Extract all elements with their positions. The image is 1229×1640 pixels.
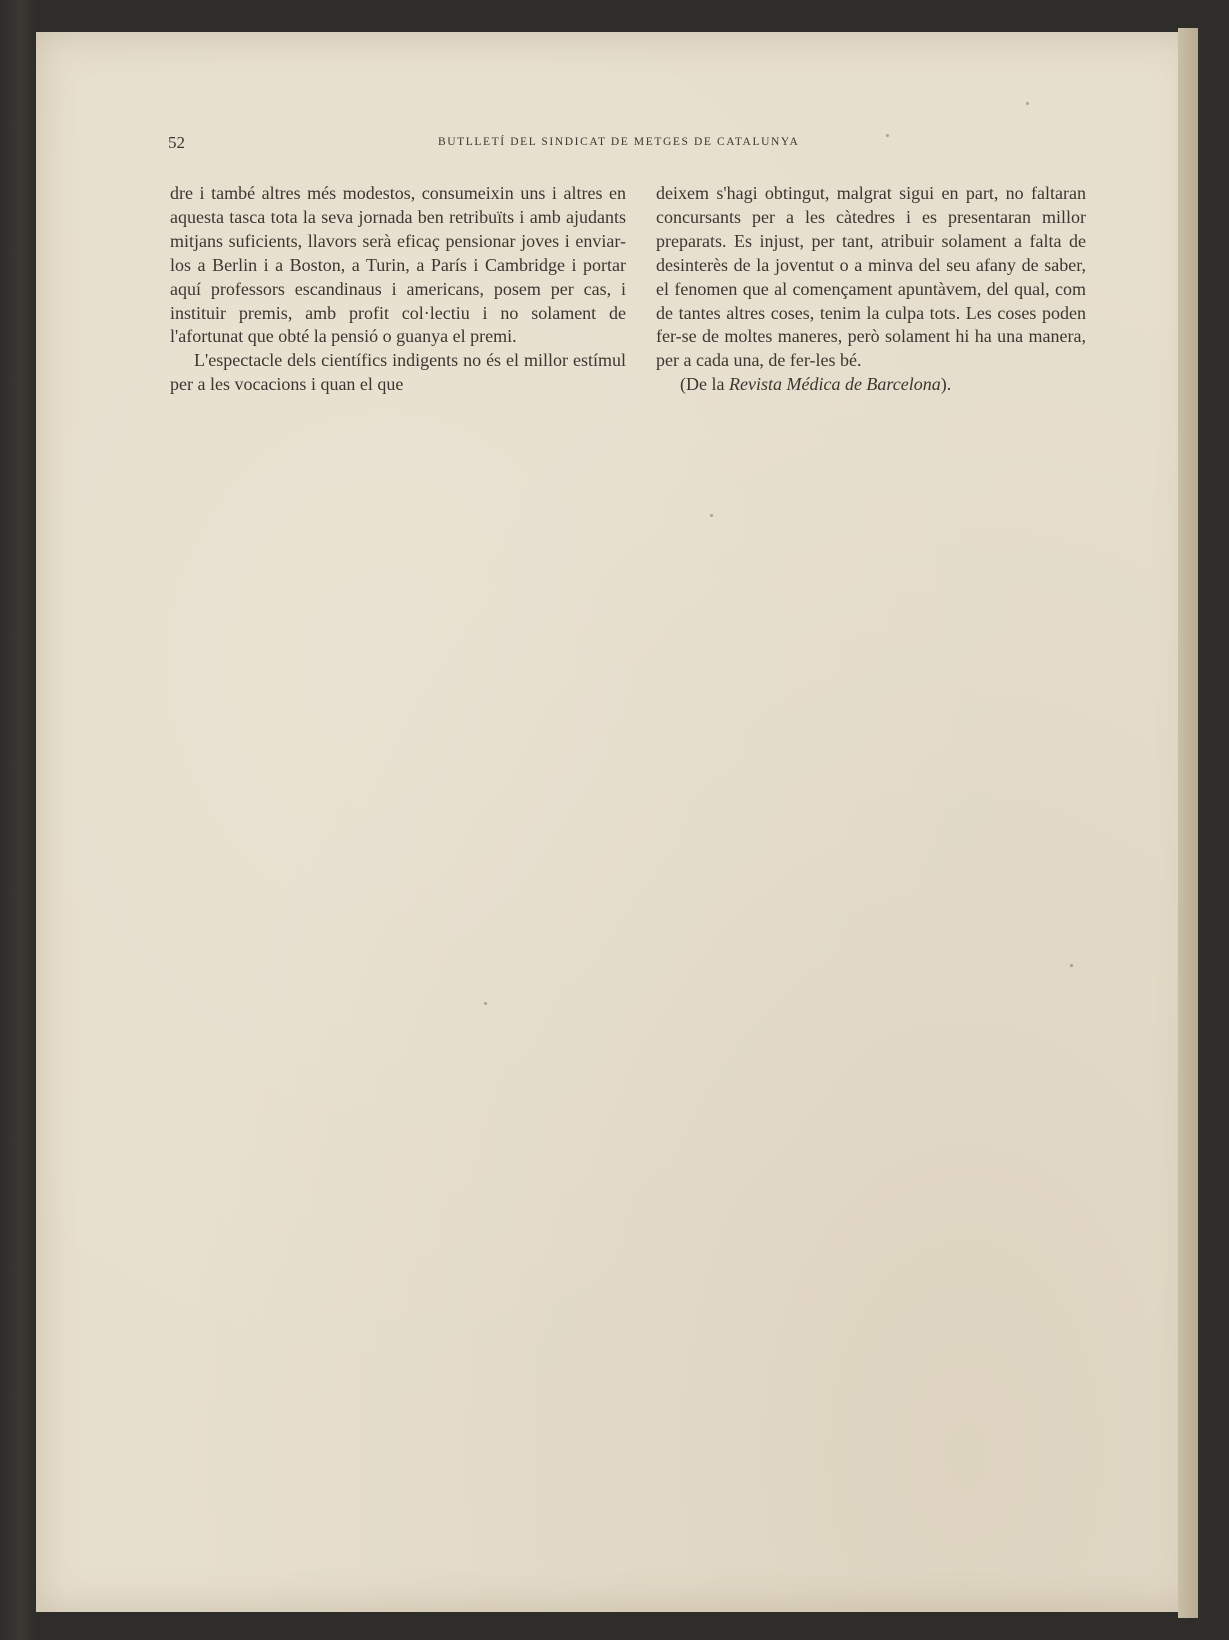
citation [656, 373, 1086, 397]
paper-speck [1026, 102, 1029, 105]
paper-speck [710, 514, 713, 517]
citation-open: (De la [680, 374, 729, 395]
page-edge [1178, 28, 1198, 1618]
running-title: BUTLLETÍ DEL SINDICAT DE METGES DE CATALUNYA [438, 136, 800, 148]
paper-speck [1070, 964, 1073, 967]
left-paragraph-2: L'espectacle dels científics indigents no és el millor estímul per a les vocacions i quan el que [170, 350, 626, 395]
citation-close: ). [940, 374, 952, 395]
paper-speck [484, 1002, 487, 1005]
right-text-column [656, 182, 1086, 397]
page-header [168, 133, 1098, 157]
citation-source: Revista Médica de Barcelona [728, 374, 941, 395]
left-text-column [170, 182, 626, 397]
right-paragraph-1: deixem s'hagi obtingut, malgrat sigui en part, no faltaran concursants per a les càtedres i es presentaran millor preparats. Es injust, per tant, atribuir solament a falta de desinterès de la joventut o a minva del seu afany de saber, el fenomen que al començament apuntàvem, del qual, com de tantes altres coses, tenim la culpa tots. Les coses poden fer-se de moltes maneres, però solament hi ha una manera, per a cada una, de fer-les bé. [656, 183, 1086, 371]
page-number: 52 [168, 133, 185, 152]
scan-border [1198, 0, 1229, 1640]
left-paragraph-1: dre i també altres més modestos, consumeixin uns i altres en aquesta tasca tota la seva jornada ben retribuïts i amb ajudants mitjans suficients, llavors serà eficaç pensionar joves i enviar-los a Berlin i a Boston, a Turin, a París i Cambridge i portar aquí professors escandinaus i americans, posem per cas, i instituir premis, amb profit col·lectiu i no solament de l'afortunat que obté la pensió o guanya el premi. [170, 183, 626, 347]
